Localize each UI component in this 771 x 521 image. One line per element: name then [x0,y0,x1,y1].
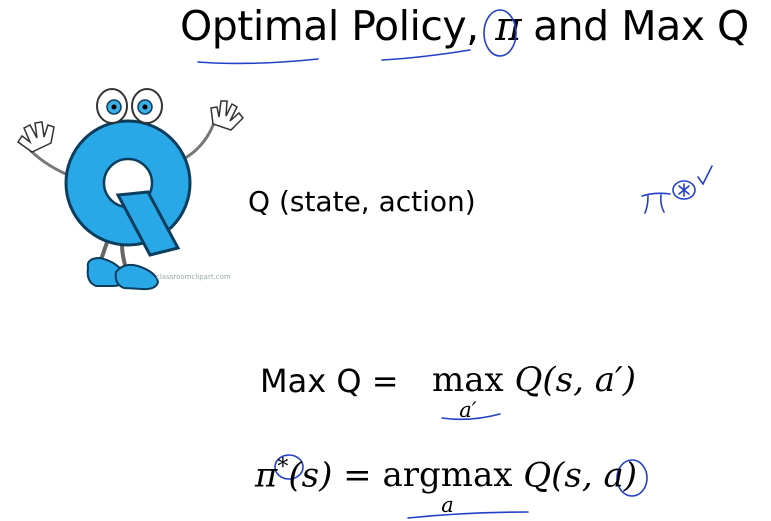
title-suffix: and Max Q [533,2,749,50]
q-mascot-icon [18,89,243,289]
policy-arg: (s) [288,455,333,496]
max-q-expression: Q(s, a′) [514,360,636,400]
policy-pi: π [255,455,278,496]
max-subscript: a′ [459,398,477,422]
argmax-subscript: a [441,493,454,518]
q-state-action-text: Q (state, action) [248,185,476,218]
handwritten-star [679,184,689,196]
underline-optimal [198,59,318,63]
policy-star: * [277,455,289,480]
max-q-label: Max Q = [260,362,399,400]
max-q-equation [432,360,636,422]
policy-equals: = [343,455,372,496]
circle-title-pi [484,10,516,56]
handwritten-annotations [198,10,712,518]
max-operator: max a′ [432,360,504,422]
title-prefix: Optimal Policy, [180,2,492,50]
policy-equation [255,455,638,518]
underline-policy [382,50,470,60]
argmax-operator: argmax a [382,455,513,518]
policy-expression-suffix: ) [623,455,638,496]
handwritten-check-mark [698,166,712,184]
clipart-watermark: classroomclipart.com [156,273,231,281]
policy-expression-var: a [603,455,624,496]
policy-expression-prefix: Q(s, [523,455,604,496]
title-pi-symbol: π [495,4,522,50]
handwritten-pi-glyph [642,193,670,213]
